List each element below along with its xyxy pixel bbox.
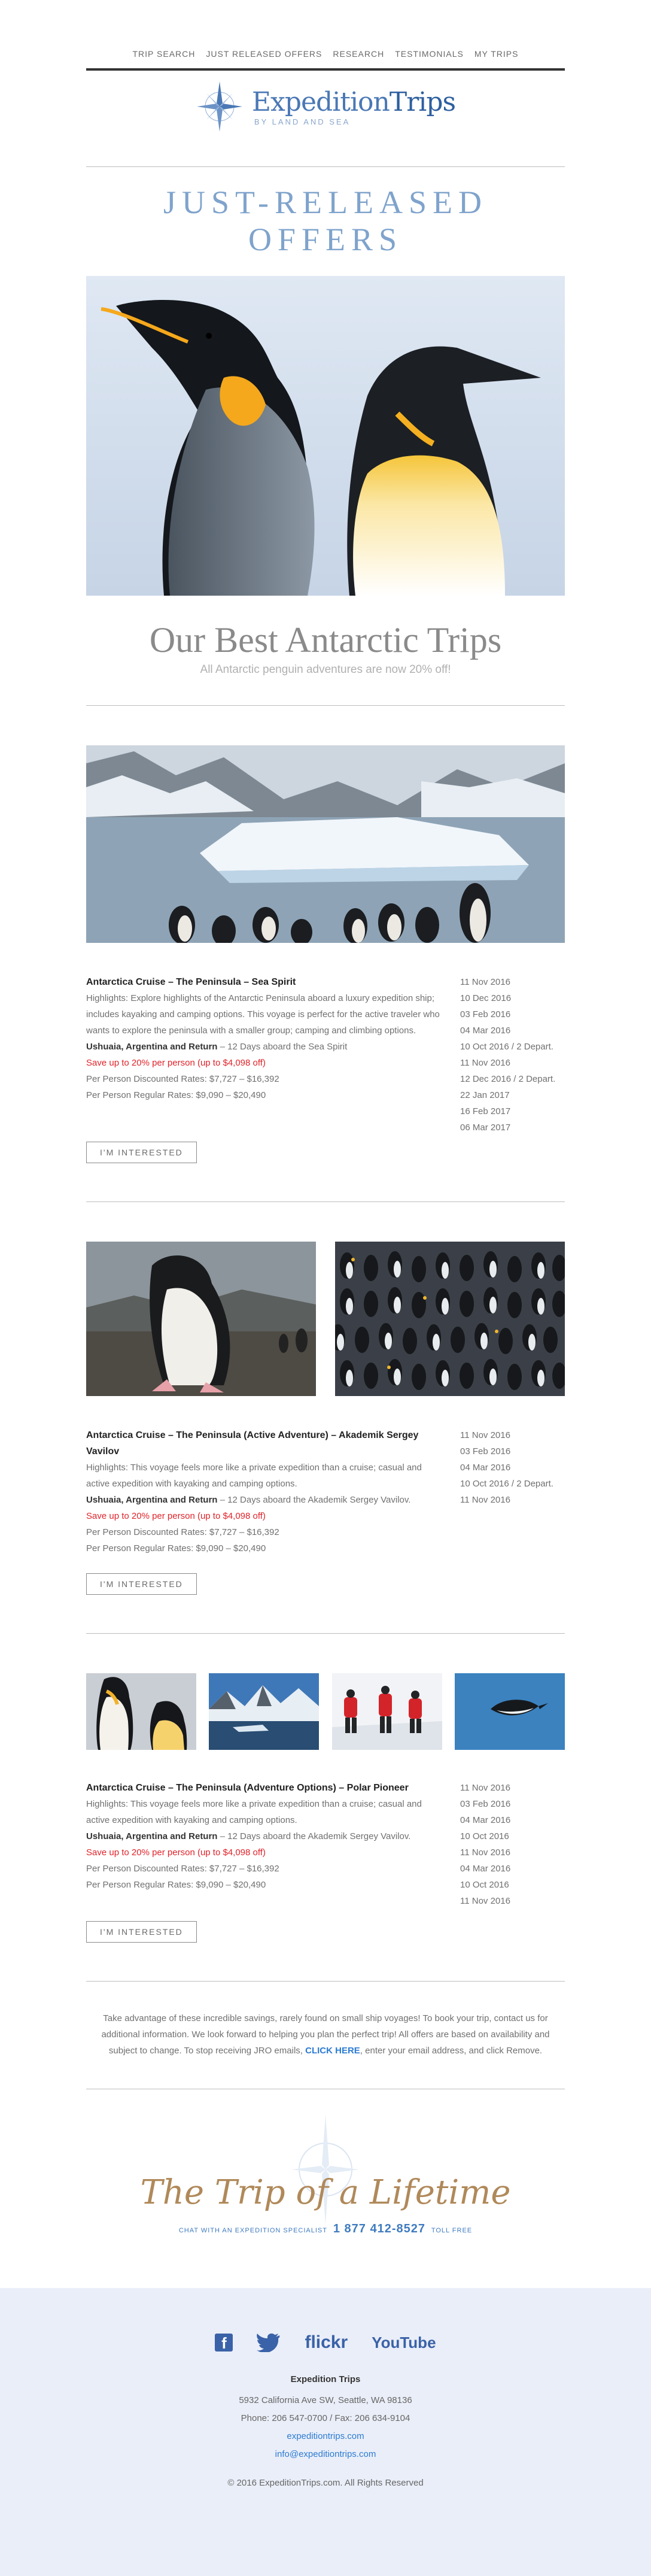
offer-3-text — [86, 1780, 445, 1909]
departure-date: 04 Mar 2016 — [460, 1815, 511, 1825]
logo-tagline: BY LAND AND SEA — [254, 117, 351, 126]
offer-2-images — [86, 1242, 565, 1396]
closing-text: Take advantage of these incredible savings, rarely found on small ship voyages! To book your trip, contact us for additional information. We look forward to helping you plan the perfect trip! All offers are based on availability and subject to change. To stop receiving JRO emails, CLICK HERE, enter your email address, and click Remove. — [101, 2013, 550, 2056]
departure-date: 11 Nov 2016 — [460, 1783, 510, 1793]
footer — [0, 2288, 651, 2576]
departure-date: 10 Oct 2016 / 2 Depart. — [460, 1042, 553, 1052]
explorers-red-jackets-photo — [332, 1673, 442, 1750]
offer-3-image-1 — [86, 1673, 196, 1750]
footer-org-name: Expedition Trips — [290, 2374, 361, 2384]
header — [86, 0, 565, 142]
social-links — [0, 2288, 651, 2353]
phone-number[interactable]: 1 877 412-8527 — [333, 2222, 425, 2235]
offer-2 — [86, 1242, 565, 1595]
departure-date: 11 Nov 2016 — [460, 1847, 510, 1858]
logo-brand: ExpeditionTrips — [251, 87, 456, 117]
departure-date: 03 Feb 2016 — [460, 1446, 511, 1457]
offer-discounted-rates: Per Person Discounted Rates: $7,727 – $16,392 — [86, 1527, 279, 1537]
departure-date: 11 Nov 2016 — [460, 1430, 510, 1440]
divider — [86, 1633, 565, 1634]
offer-highlights: Highlights: This voyage feels more like a private expedition than a cruise; casual and active expedition with kayaking and camping options. — [86, 1799, 422, 1825]
departure-date: 04 Mar 2016 — [460, 1864, 511, 1874]
youtube-icon[interactable]: YouTube — [372, 2333, 436, 2352]
offer-2-image-2 — [335, 1242, 565, 1396]
offer-savings: Save up to 20% per person (up to $4,098 off) — [86, 1847, 266, 1858]
departure-date: 11 Nov 2016 — [460, 1058, 510, 1068]
main-content — [86, 166, 565, 2263]
departure-date: 06 Mar 2017 — [460, 1122, 511, 1133]
divider — [86, 1201, 565, 1202]
nav-trip-search[interactable]: TRIP SEARCH — [132, 49, 196, 59]
logo-text — [252, 87, 455, 126]
chinstrap-penguin-photo — [86, 1242, 316, 1396]
penguin-colony-photo — [335, 1242, 565, 1396]
compass-rose-icon — [196, 77, 244, 136]
king-penguins-photo — [86, 276, 565, 596]
offer-route: Ushuaia, Argentina and Return – 12 Days aboard the Akademik Sergey Vavilov. — [86, 1495, 411, 1505]
twitter-icon[interactable] — [257, 2333, 281, 2352]
departure-date: 03 Feb 2016 — [460, 1799, 511, 1809]
offer-1-dates — [460, 974, 565, 1136]
nav-just-released-offers[interactable]: JUST RELEASED OFFERS — [206, 49, 323, 59]
offer-regular-rates: Per Person Regular Rates: $9,090 – $20,490 — [86, 1090, 266, 1100]
departure-date: 10 Oct 2016 / 2 Depart. — [460, 1479, 553, 1489]
flickr-icon[interactable]: flickr — [305, 2332, 348, 2352]
departure-date: 10 Dec 2016 — [460, 993, 512, 1003]
hero-subtitle: All Antarctic penguin adventures are now 20% off! — [200, 663, 451, 676]
offer-1-text — [86, 974, 445, 1136]
departure-date: 11 Nov 2016 — [460, 977, 510, 987]
offer-discounted-rates: Per Person Discounted Rates: $7,727 – $16,392 — [86, 1074, 279, 1084]
trip-of-a-lifetime-title: The Trip of a Lifetime — [140, 2173, 511, 2212]
offer-regular-rates: Per Person Regular Rates: $9,090 – $20,490 — [86, 1880, 266, 1890]
offer-3 — [86, 1673, 565, 1943]
offer-3-images — [86, 1673, 565, 1750]
footer-phones: Phone: 206 547-0700 / Fax: 206 634-9104 — [241, 2413, 410, 2423]
page-title: JUST-RELEASED OFFERS — [163, 184, 488, 257]
offer-savings: Save up to 20% per person (up to $4,098 off) — [86, 1511, 266, 1521]
offer-1-image — [86, 745, 565, 943]
offer-2-dates — [460, 1427, 565, 1556]
departure-date: 10 Oct 2016 — [460, 1880, 509, 1890]
footer-email-link[interactable]: info@expeditiontrips.com — [275, 2449, 376, 2459]
divider — [86, 705, 565, 706]
footer-address: 5932 California Ave SW, Seattle, WA 98136 — [239, 2395, 412, 2405]
hero-image — [86, 276, 565, 596]
departure-date: 04 Mar 2016 — [460, 1463, 511, 1473]
interested-button[interactable]: I'M INTERESTED — [86, 1142, 197, 1163]
logo[interactable] — [86, 71, 565, 142]
offer-title: Antarctica Cruise – The Peninsula – Sea Spirit — [86, 977, 296, 987]
offer-1-details — [86, 974, 565, 1136]
departure-date: 10 Oct 2016 — [460, 1831, 509, 1841]
nav-testimonials[interactable]: TESTIMONIALS — [395, 49, 464, 59]
departure-date: 04 Mar 2016 — [460, 1025, 511, 1036]
departure-date: 03 Feb 2016 — [460, 1009, 511, 1020]
offer-highlights: Highlights: Explore highlights of the Antarctic Peninsula aboard a luxury expedition ship; includes kayaking and camping options. This voyage is perfect for the active traveler who wants to explore the peninsula with a smaller group; camping and climbing options. — [86, 993, 440, 1036]
nav-my-trips[interactable]: MY TRIPS — [474, 49, 519, 59]
offer-highlights: Highlights: This voyage feels more like a private expedition than a cruise; casual and active expedition with kayaking and camping options. — [86, 1463, 422, 1489]
glacier-bay-photo — [209, 1673, 319, 1750]
offer-3-details — [86, 1780, 565, 1909]
departure-date: 16 Feb 2017 — [460, 1106, 511, 1116]
departure-date: 12 Dec 2016 / 2 Depart. — [460, 1074, 556, 1084]
offer-route: Ushuaia, Argentina and Return – 12 Days aboard the Sea Spirit — [86, 1042, 348, 1052]
phone-line: CHAT WITH AN EXPEDITION SPECIALIST 1 877 412-8527 TOLL FREE — [178, 2222, 473, 2235]
offer-1 — [86, 745, 565, 1163]
trip-of-a-lifetime-banner — [86, 2089, 565, 2263]
offer-3-image-4 — [455, 1673, 565, 1750]
antarctic-iceberg-penguins-photo — [86, 745, 565, 943]
offer-2-details — [86, 1427, 565, 1556]
offer-title: Antarctica Cruise – The Peninsula (Adventure Options) – Polar Pioneer — [86, 1783, 409, 1793]
offer-regular-rates: Per Person Regular Rates: $9,090 – $20,490 — [86, 1543, 266, 1554]
offer-route: Ushuaia, Argentina and Return – 12 Days aboard the Akademik Sergey Vavilov. — [86, 1831, 411, 1841]
offer-savings: Save up to 20% per person (up to $4,098 off) — [86, 1058, 266, 1068]
nav-research[interactable]: RESEARCH — [333, 49, 385, 59]
interested-button[interactable]: I'M INTERESTED — [86, 1921, 197, 1943]
departure-date: 11 Nov 2016 — [460, 1896, 510, 1906]
emperor-penguins-photo — [86, 1673, 196, 1750]
swimming-penguin-photo — [455, 1673, 565, 1750]
footer-website-link[interactable]: expeditiontrips.com — [287, 2431, 364, 2441]
offer-discounted-rates: Per Person Discounted Rates: $7,727 – $16,392 — [86, 1864, 279, 1874]
departure-date: 22 Jan 2017 — [460, 1090, 510, 1100]
offer-2-text — [86, 1427, 445, 1556]
offer-3-image-3 — [332, 1673, 442, 1750]
footer-copyright: © 2016 ExpeditionTrips.com. All Rights Reserved — [227, 2478, 424, 2488]
facebook-icon[interactable]: f — [215, 2334, 233, 2352]
unsubscribe-link[interactable]: CLICK HERE — [305, 2046, 360, 2056]
departure-date: 11 Nov 2016 — [460, 1495, 510, 1505]
offer-3-image-2 — [209, 1673, 319, 1750]
offer-3-dates — [460, 1780, 565, 1909]
offer-2-image-1 — [86, 1242, 316, 1396]
hero-title: Our Best Antarctic Trips — [149, 620, 502, 660]
top-nav — [86, 0, 565, 65]
offer-title: Antarctica Cruise – The Peninsula (Active Adventure) – Akademik Sergey Vavilov — [86, 1430, 419, 1457]
interested-button[interactable]: I'M INTERESTED — [86, 1573, 197, 1595]
